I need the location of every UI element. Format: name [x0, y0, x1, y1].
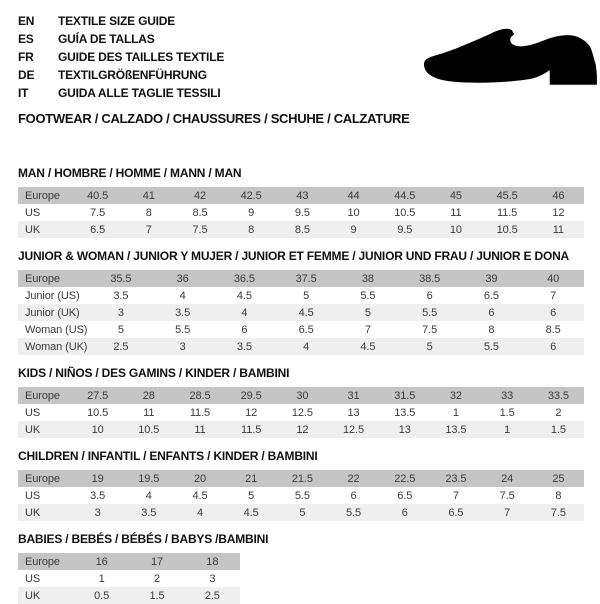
table-row	[18, 270, 584, 287]
size-cell: 8.5	[277, 221, 328, 238]
size-cell: 4.5	[275, 304, 337, 321]
size-cell: 9	[328, 221, 379, 238]
size-cell: 7.5	[422, 323, 438, 336]
size-cell: 7	[550, 289, 557, 302]
size-cell: 5.5	[175, 323, 191, 336]
size-cell: 40.5	[72, 187, 123, 204]
size-cell: 1.5	[533, 421, 584, 438]
size-cell: 36.5	[214, 270, 276, 287]
table-row	[18, 553, 240, 570]
size-cell: 1	[452, 406, 459, 419]
table-section-babies	[18, 532, 586, 604]
size-cell: 16	[74, 553, 129, 570]
size-cell: 3	[209, 572, 216, 585]
size-cell: 4	[214, 304, 276, 321]
table-row	[18, 287, 584, 304]
language-code: FR	[18, 50, 34, 64]
size-cell: 2	[153, 572, 160, 585]
size-cell: 3.5	[90, 489, 106, 502]
size-cell: 2	[555, 406, 562, 419]
table-title-babies: BABIES / BEBÉS / BÉBÉS / BABYS /BAMBINI	[18, 532, 269, 546]
row-label: Junior (UK)	[18, 304, 90, 321]
size-cell: 11	[143, 406, 155, 419]
language-label: GUÍA DE TALLAS	[58, 32, 155, 46]
size-cell: 2.5	[185, 587, 240, 604]
size-cell: 22.5	[379, 470, 430, 487]
size-cell: 12.5	[328, 421, 379, 438]
size-cell: 11.5	[189, 406, 211, 419]
size-cell: 7.5	[90, 206, 106, 219]
size-cell: 32	[430, 387, 481, 404]
size-cell: 10.5	[394, 206, 416, 219]
size-cell: 21.5	[277, 470, 328, 487]
size-cell: 8	[555, 489, 562, 502]
language-row	[18, 84, 410, 102]
size-cell: 6.5	[298, 323, 314, 336]
size-cell: 33.5	[533, 387, 584, 404]
size-cell: 10.5	[87, 406, 109, 419]
category-title: FOOTWEAR / CALZADO / CHAUSSURES / SCHUHE / CALZATURE	[18, 111, 410, 126]
size-cell: 44.5	[379, 187, 430, 204]
size-cell: 31	[328, 387, 379, 404]
size-cell: 13	[379, 421, 430, 438]
size-cell: 9	[248, 206, 255, 219]
size-cell: 0.5	[74, 587, 129, 604]
size-cell: 38.5	[399, 270, 461, 287]
size-cell: 5	[337, 304, 399, 321]
size-cell: 6	[461, 304, 523, 321]
size-cell: 5	[248, 489, 255, 502]
size-cell: 6	[426, 289, 433, 302]
table-section-kids	[18, 366, 586, 438]
size-cell: 6.5	[397, 489, 413, 502]
size-cell: 8	[488, 323, 495, 336]
language-row	[18, 66, 410, 84]
table-row	[18, 221, 584, 238]
table-row	[18, 204, 584, 221]
row-label: UK	[18, 504, 72, 521]
table-row	[18, 187, 584, 204]
size-cell: 11	[174, 421, 225, 438]
table-section-junior	[18, 249, 586, 355]
size-cell: 23.5	[430, 470, 481, 487]
row-label: Europe	[18, 387, 72, 404]
size-cell: 6.5	[72, 221, 123, 238]
row-label: UK	[18, 421, 72, 438]
size-cell: 1.5	[129, 587, 184, 604]
size-cell: 6	[522, 304, 584, 321]
size-cell: 10.5	[123, 421, 174, 438]
size-cell: 44	[328, 187, 379, 204]
size-table-junior	[18, 270, 584, 355]
size-cell: 3	[72, 504, 123, 521]
language-label: TEXTILGRÖßENFÜHRUNG	[58, 68, 207, 82]
size-cell: 12	[552, 206, 565, 219]
size-table-man	[18, 187, 584, 238]
language-code: EN	[18, 14, 35, 28]
table-row	[18, 338, 584, 355]
language-row	[18, 48, 410, 66]
table-section-children	[18, 449, 586, 521]
row-label: US	[25, 489, 41, 502]
size-cell: 38	[337, 270, 399, 287]
size-cell: 21	[226, 470, 277, 487]
size-cell: 36	[152, 270, 214, 287]
header-left	[18, 12, 410, 126]
header-right	[410, 12, 600, 126]
size-cell: 9.5	[294, 206, 310, 219]
row-label: US	[25, 406, 41, 419]
size-cell: 13	[347, 406, 360, 419]
size-cell: 6	[241, 323, 248, 336]
row-label: Junior (US)	[25, 289, 80, 302]
language-code: IT	[18, 86, 29, 100]
table-title-man: MAN / HOMBRE / HOMME / MANN / MAN	[18, 166, 242, 180]
size-cell: 5.5	[461, 338, 523, 355]
size-cell: 4.5	[337, 338, 399, 355]
size-cell: 3.5	[214, 338, 276, 355]
header	[18, 12, 586, 126]
size-cell: 28.5	[174, 387, 225, 404]
table-section-man	[18, 166, 586, 238]
size-cell: 12.5	[291, 406, 313, 419]
row-label: Woman (US)	[25, 323, 88, 336]
size-cell: 20	[174, 470, 225, 487]
row-label: Woman (UK)	[18, 338, 90, 355]
size-cell: 2.5	[90, 338, 152, 355]
size-cell: 6.5	[430, 504, 481, 521]
size-cell: 12	[245, 406, 258, 419]
size-cell: 3	[90, 304, 152, 321]
size-cell: 10	[347, 206, 360, 219]
size-cell: 1	[482, 421, 533, 438]
size-cell: 6.5	[483, 289, 499, 302]
size-cell: 39	[461, 270, 523, 287]
size-table-kids	[18, 387, 584, 438]
size-cell: 5	[117, 323, 124, 336]
size-cell: 13.5	[430, 421, 481, 438]
size-cell: 41	[123, 187, 174, 204]
size-cell: 4	[275, 338, 337, 355]
size-cell: 7	[452, 489, 459, 502]
size-cell: 31.5	[379, 387, 430, 404]
size-cell: 11.5	[226, 421, 277, 438]
table-row	[18, 421, 584, 438]
size-cell: 5.5	[294, 489, 310, 502]
size-cell: 37.5	[275, 270, 337, 287]
size-cell: 43	[277, 187, 328, 204]
size-cell: 42	[174, 187, 225, 204]
row-label: UK	[18, 587, 74, 604]
row-label: Europe	[18, 553, 74, 570]
size-cell: 27.5	[72, 387, 123, 404]
size-cell: 8	[145, 206, 152, 219]
size-cell: 30	[277, 387, 328, 404]
size-cell: 7	[482, 504, 533, 521]
size-cell: 18	[185, 553, 240, 570]
size-cell: 5.5	[360, 289, 376, 302]
table-row	[18, 587, 240, 604]
size-cell: 7.5	[499, 489, 515, 502]
language-code: DE	[18, 68, 35, 82]
size-cell: 6	[350, 489, 357, 502]
size-cell: 7	[123, 221, 174, 238]
size-cell: 8.5	[192, 206, 208, 219]
table-title-junior: JUNIOR & WOMAN / JUNIOR Y MUJER / JUNIOR ET FEMME / JUNIOR UND FRAU / JUNIOR E DONA	[18, 249, 570, 263]
table-row	[18, 487, 584, 504]
table-row	[18, 570, 240, 587]
row-label: Europe	[18, 270, 90, 287]
table-row	[18, 404, 584, 421]
size-cell: 5.5	[328, 504, 379, 521]
shoe-icon	[422, 26, 600, 88]
language-label: GUIDA ALLE TAGLIE TESSILI	[58, 86, 221, 100]
row-label: US	[25, 572, 41, 585]
row-label: UK	[18, 221, 72, 238]
size-cell: 19	[72, 470, 123, 487]
size-cell: 7.5	[533, 504, 584, 521]
size-cell: 24	[482, 470, 533, 487]
size-cell: 10	[72, 421, 123, 438]
size-cell: 45	[430, 187, 481, 204]
size-cell: 6	[522, 338, 584, 355]
size-cell: 29.5	[226, 387, 277, 404]
size-cell: 42.5	[226, 187, 277, 204]
language-code: ES	[18, 32, 34, 46]
table-title-children: CHILDREN / INFANTIL / ENFANTS / KINDER / BAMBINI	[18, 449, 318, 463]
size-cell: 25	[533, 470, 584, 487]
size-cell: 45.5	[482, 187, 533, 204]
size-cell: 10.5	[482, 221, 533, 238]
size-cell: 4.5	[236, 289, 252, 302]
size-cell: 11.5	[496, 206, 518, 219]
size-cell: 5	[303, 289, 310, 302]
size-cell: 8	[226, 221, 277, 238]
size-cell: 8.5	[545, 323, 561, 336]
size-cell: 5	[277, 504, 328, 521]
table-row	[18, 321, 584, 338]
size-cell: 3.5	[113, 289, 129, 302]
size-cell: 3	[152, 338, 214, 355]
size-cell: 28	[123, 387, 174, 404]
size-cell: 5	[399, 338, 461, 355]
table-title-kids: KIDS / NIÑOS / DES GAMINS / KINDER / BAMBINI	[18, 366, 290, 380]
size-cell: 3.5	[152, 304, 214, 321]
size-cell: 35.5	[90, 270, 152, 287]
size-cell: 4	[145, 489, 152, 502]
size-cell: 4.5	[192, 489, 208, 502]
size-cell: 46	[533, 187, 584, 204]
size-cell: 6	[379, 504, 430, 521]
size-cell: 12	[277, 421, 328, 438]
size-cell: 9.5	[379, 221, 430, 238]
language-row	[18, 12, 410, 30]
size-cell: 3.5	[123, 504, 174, 521]
size-cell: 11	[533, 221, 584, 238]
language-label: GUIDE DES TAILLES TEXTILE	[58, 50, 225, 64]
language-label: TEXTILE SIZE GUIDE	[58, 14, 176, 28]
size-cell: 13.5	[394, 406, 416, 419]
language-list	[18, 12, 410, 102]
size-tables	[18, 166, 586, 604]
table-row	[18, 387, 584, 404]
table-row	[18, 504, 584, 521]
size-cell: 11	[450, 206, 462, 219]
size-cell: 5.5	[399, 304, 461, 321]
size-cell: 17	[129, 553, 184, 570]
size-cell: 33	[482, 387, 533, 404]
row-label: Europe	[18, 187, 72, 204]
size-cell: 1	[98, 572, 105, 585]
size-cell: 19.5	[123, 470, 174, 487]
size-cell: 4.5	[226, 504, 277, 521]
language-row	[18, 30, 410, 48]
size-table-children	[18, 470, 584, 521]
size-cell: 7	[364, 323, 371, 336]
size-cell: 40	[522, 270, 584, 287]
table-row	[18, 304, 584, 321]
row-label: Europe	[18, 470, 72, 487]
size-cell: 4	[179, 289, 186, 302]
row-label: US	[25, 206, 41, 219]
size-table-babies	[18, 553, 240, 604]
size-cell: 10	[430, 221, 481, 238]
table-row	[18, 470, 584, 487]
size-cell: 4	[174, 504, 225, 521]
size-cell: 22	[328, 470, 379, 487]
size-cell: 1.5	[499, 406, 515, 419]
size-cell: 7.5	[174, 221, 225, 238]
